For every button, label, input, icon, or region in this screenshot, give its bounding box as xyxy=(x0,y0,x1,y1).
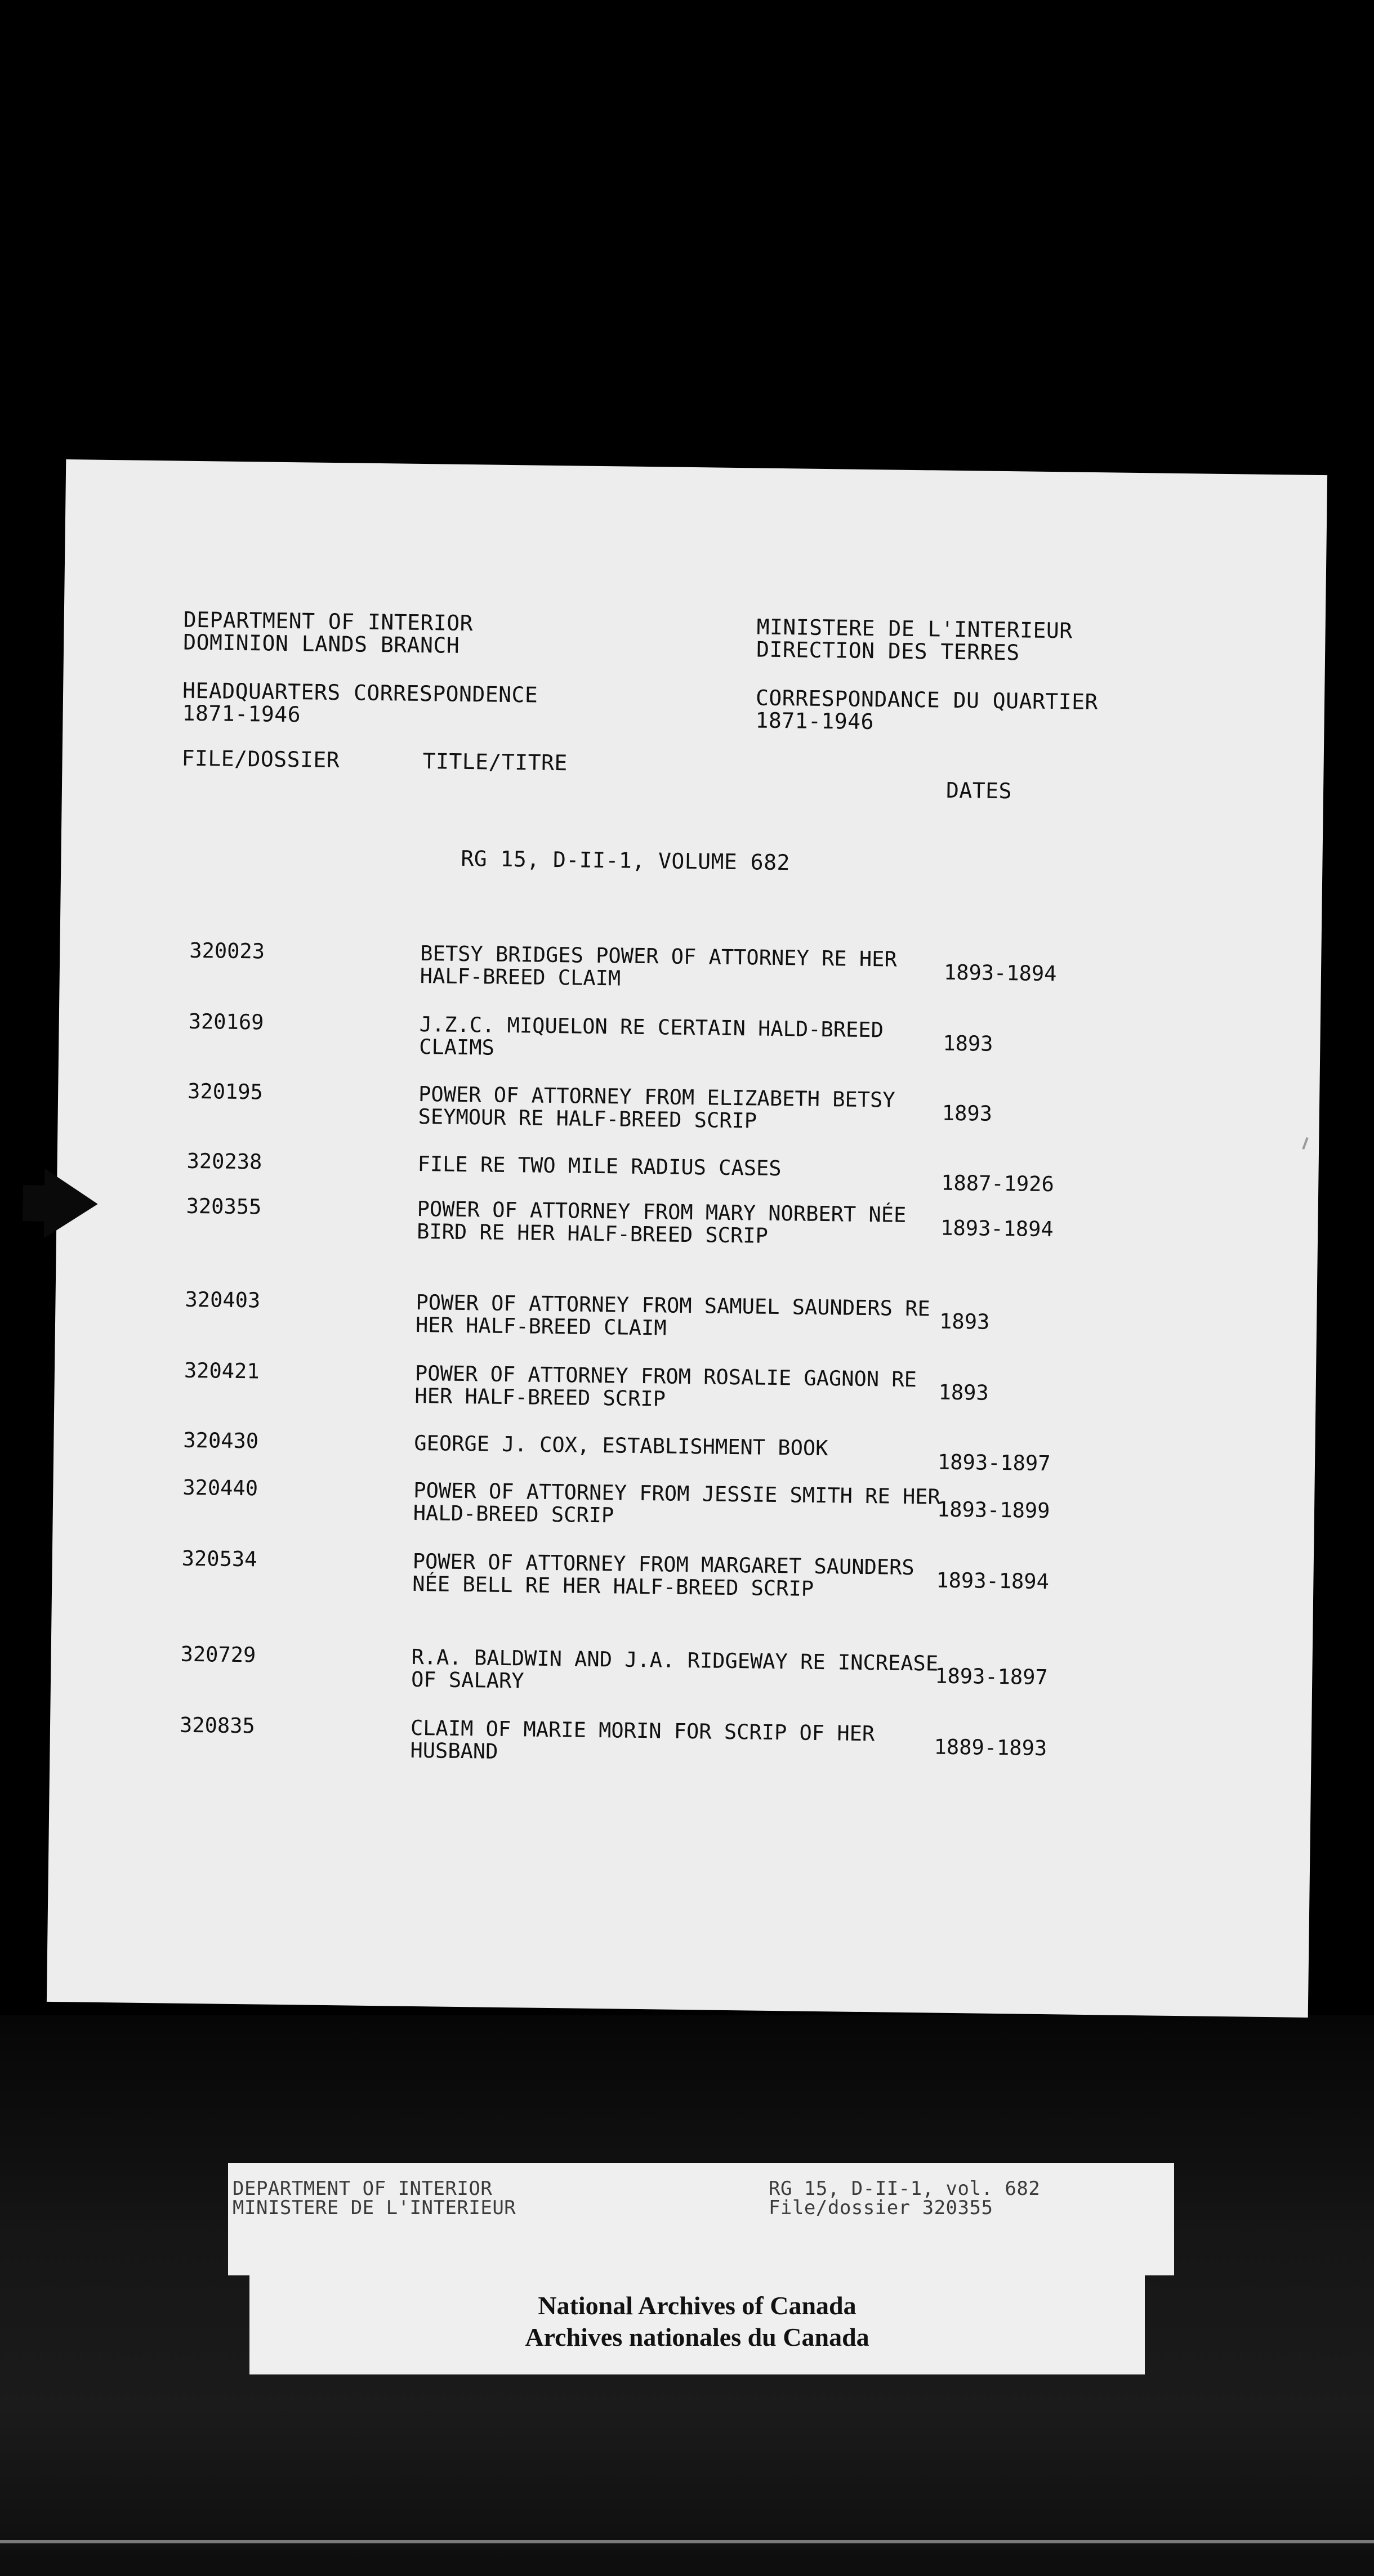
record-dates: 1893-1897 xyxy=(934,1663,1049,1690)
header-right-line1: MINISTERE DE L'INTERIEUR xyxy=(756,614,1073,643)
column-file-heading: FILE/DOSSIER xyxy=(181,745,340,773)
header-left-line2: DOMINION LANDS BRANCH xyxy=(182,629,460,658)
record-title: POWER OF ATTORNEY FROM MARGARET SAUNDERS NÉE BELL RE HER HALF-BREED SCRIP xyxy=(412,1549,915,1601)
record-file-number: 320534 xyxy=(181,1546,257,1572)
record-dates: 1893 xyxy=(942,1101,993,1126)
record-file-number: 320403 xyxy=(185,1287,261,1313)
archive-name-en: National Archives of Canada xyxy=(538,2291,856,2320)
record-dates: 1893 xyxy=(939,1309,990,1334)
record-dates: 1893 xyxy=(938,1380,989,1405)
record-dates: 1893-1899 xyxy=(936,1497,1050,1523)
record-file-number: 320440 xyxy=(182,1475,258,1501)
record-title: J.Z.C. MIQUELON RE CERTAIN HALD-BREED CLAIMS xyxy=(418,1012,884,1060)
record-dates: 1893-1897 xyxy=(937,1450,1051,1476)
document-sheet xyxy=(47,459,1327,2018)
record-file-number: 320729 xyxy=(180,1642,256,1667)
record-file-number: 320169 xyxy=(188,1009,264,1035)
column-dates-heading: DATES xyxy=(945,777,1012,804)
header-left-line3: HEADQUARTERS CORRESPONDENCE xyxy=(182,678,538,708)
record-title: POWER OF ATTORNEY FROM MARY NORBERT NÉE BIRD RE HER HALF-BREED SCRIP xyxy=(416,1196,907,1248)
record-title: R.A. BALDWIN AND J.A. RIDGEWAY RE INCREASE OF SALARY xyxy=(411,1644,939,1693)
record-title: BETSY BRIDGES POWER OF ATTORNEY RE HER HALF-BREED CLAIM xyxy=(420,941,898,991)
record-title: FILE RE TWO MILE RADIUS CASES xyxy=(417,1151,782,1181)
record-file-number: 320421 xyxy=(184,1358,260,1384)
pointer-arrow-stem xyxy=(23,1185,47,1222)
record-file-number: 320195 xyxy=(187,1079,264,1104)
record-title: CLAIM OF MARIE MORIN FOR SCRIP OF HER HUSBAND xyxy=(410,1715,875,1764)
header-right-line3: CORRESPONDANCE DU QUARTIER xyxy=(755,685,1099,715)
header-right-line2: DIRECTION DES TERRES xyxy=(756,637,1020,665)
record-dates: 1893-1894 xyxy=(943,960,1057,986)
header-left-line4: 1871-1946 xyxy=(182,700,301,727)
record-title: GEORGE J. COX, ESTABLISHMENT BOOK xyxy=(414,1430,828,1461)
pointer-arrow-icon xyxy=(44,1169,99,1239)
record-dates: 1887-1926 xyxy=(941,1170,1055,1197)
record-title: POWER OF ATTORNEY FROM SAMUEL SAUNDERS RE HER HALF-BREED CLAIM xyxy=(415,1290,931,1340)
label-right-line1: RG 15, D-II-1, vol. 682 xyxy=(769,2177,1041,2200)
record-file-number: 320835 xyxy=(179,1712,255,1738)
record-title: POWER OF ATTORNEY FROM ELIZABETH BETSY SEYMOUR RE HALF-BREED SCRIP xyxy=(418,1081,895,1133)
record-dates: 1889-1893 xyxy=(934,1734,1047,1761)
reference-label xyxy=(228,2163,1174,2275)
header-left-line1: DEPARTMENT OF INTERIOR xyxy=(183,607,474,636)
record-file-number: 320430 xyxy=(183,1428,259,1454)
archive-label xyxy=(249,2274,1145,2374)
record-dates: 1893 xyxy=(943,1031,993,1056)
label-right-line2: File/dossier 320355 xyxy=(769,2197,993,2219)
record-file-number: 320023 xyxy=(189,938,265,964)
archive-name-fr: Archives nationales du Canada xyxy=(525,2323,869,2351)
column-title-heading: TITLE/TITRE xyxy=(422,749,568,776)
record-title: POWER OF ATTORNEY FROM ROSALIE GAGNON RE HER HALF-BREED SCRIP xyxy=(414,1361,917,1411)
header-right-line4: 1871-1946 xyxy=(755,708,875,735)
volume-heading: RG 15, D-II-1, VOLUME 682 xyxy=(461,846,791,875)
label-left-line2: MINISTERE DE L'INTERIEUR xyxy=(233,2197,516,2219)
record-dates: 1893-1894 xyxy=(936,1568,1050,1594)
record-dates: 1893-1894 xyxy=(940,1215,1054,1242)
record-file-number: 320238 xyxy=(186,1148,262,1174)
film-edge-line xyxy=(0,2540,1374,2543)
label-left-line1: DEPARTMENT OF INTERIOR xyxy=(233,2177,493,2200)
record-title: POWER OF ATTORNEY FROM JESSIE SMITH RE HER HALD-BREED SCRIP xyxy=(413,1478,941,1528)
record-file-number: 320355 xyxy=(186,1193,262,1219)
